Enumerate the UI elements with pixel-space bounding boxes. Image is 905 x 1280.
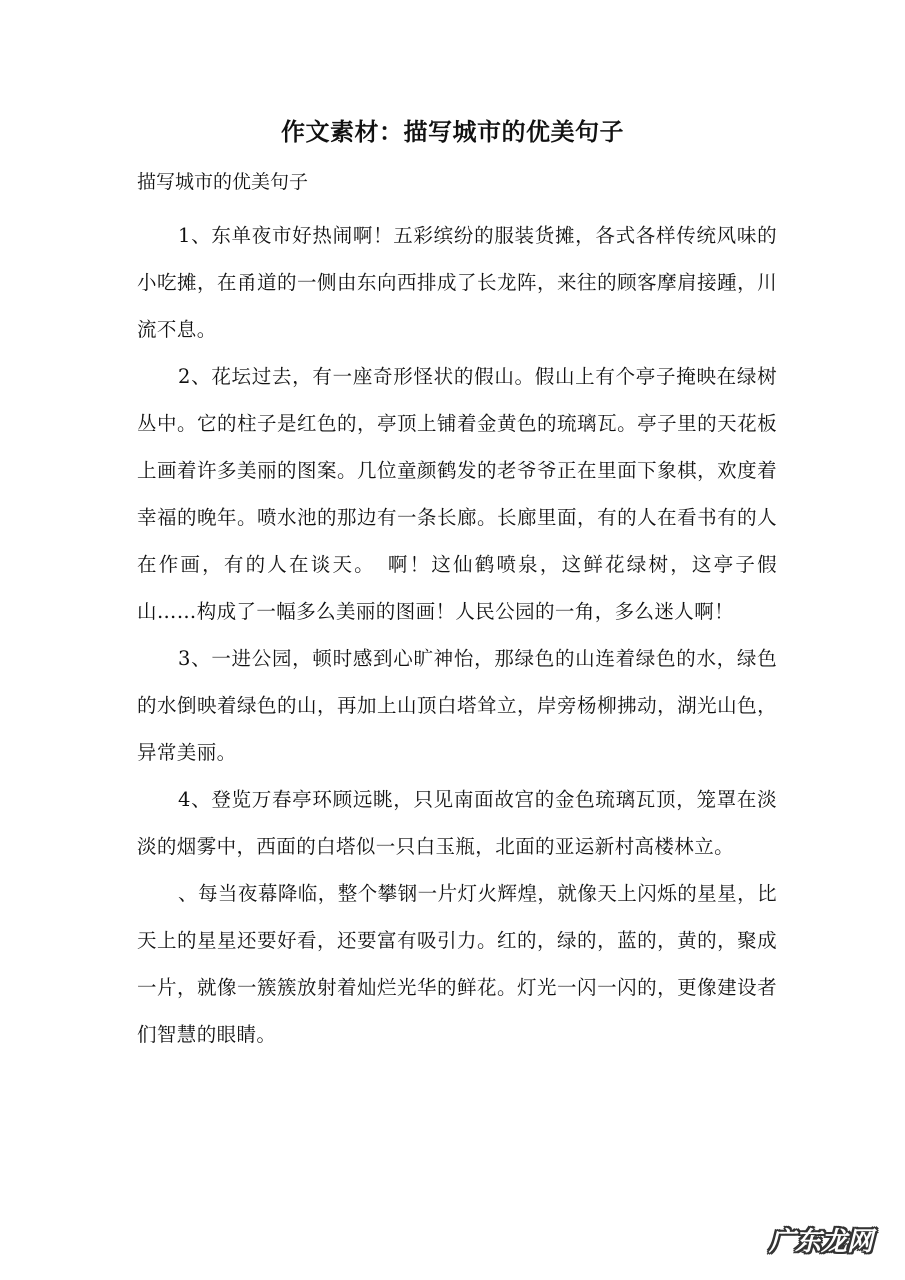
paragraph-4: 4、登览万春亭环顾远眺，只见南面故宫的金色琉璃瓦顶，笼罩在淡淡的烟雾中，西面的白塔似一只白玉瓶，北面的亚运新村高楼林立。 (137, 788, 777, 858)
paragraph-3: 3、一进公园，顿时感到心旷神怡，那绿色的山连着绿色的水，绿色的水倒映着绿色的山，再加上山顶白塔耸立，岸旁杨柳拂动，湖光山色，异常美丽。 (137, 647, 777, 764)
page-title: 作文素材：描写城市的优美句子 (281, 117, 624, 146)
document-body (137, 212, 777, 1058)
paragraph-2: 2、花坛过去，有一座奇形怪状的假山。假山上有个亭子掩映在绿树丛中。它的柱子是红色的，亭顶上铺着金黄色的琉璃瓦。亭子里的天花板上画着许多美丽的图案。几位童颜鹤发的老爷爷正在里面下象棋，欢度着幸福的晚年。喷水池的那边有一条长廊。长廊里面，有的人在看书有的人在作画，有的人在谈天。 啊！这仙鹤喷泉，这鲜花绿树，这亭子假山……构成了一幅多么美丽的图画！人民公园的一角，多么迷人啊！ (137, 365, 777, 623)
paragraph-1: 1、东单夜市好热闹啊！五彩缤纷的服装货摊，各式各样传统风味的小吃摊，在甬道的一侧由东向西排成了长龙阵，来往的顾客摩肩接踵，川流不息。 (137, 224, 777, 341)
watermark-logo: 广东龙网 (768, 1227, 873, 1257)
paragraph-5: 、每当夜幕降临，整个攀钢一片灯火辉煌，就像天上闪烁的星星，比天上的星星还要好看，还要富有吸引力。红的，绿的，蓝的，黄的，聚成一片，就像一簇簇放射着灿烂光华的鲜花。灯光一闪一闪的，更像建设者们智慧的眼睛。 (137, 882, 777, 1046)
subtitle: 描写城市的优美句子 (137, 171, 309, 193)
